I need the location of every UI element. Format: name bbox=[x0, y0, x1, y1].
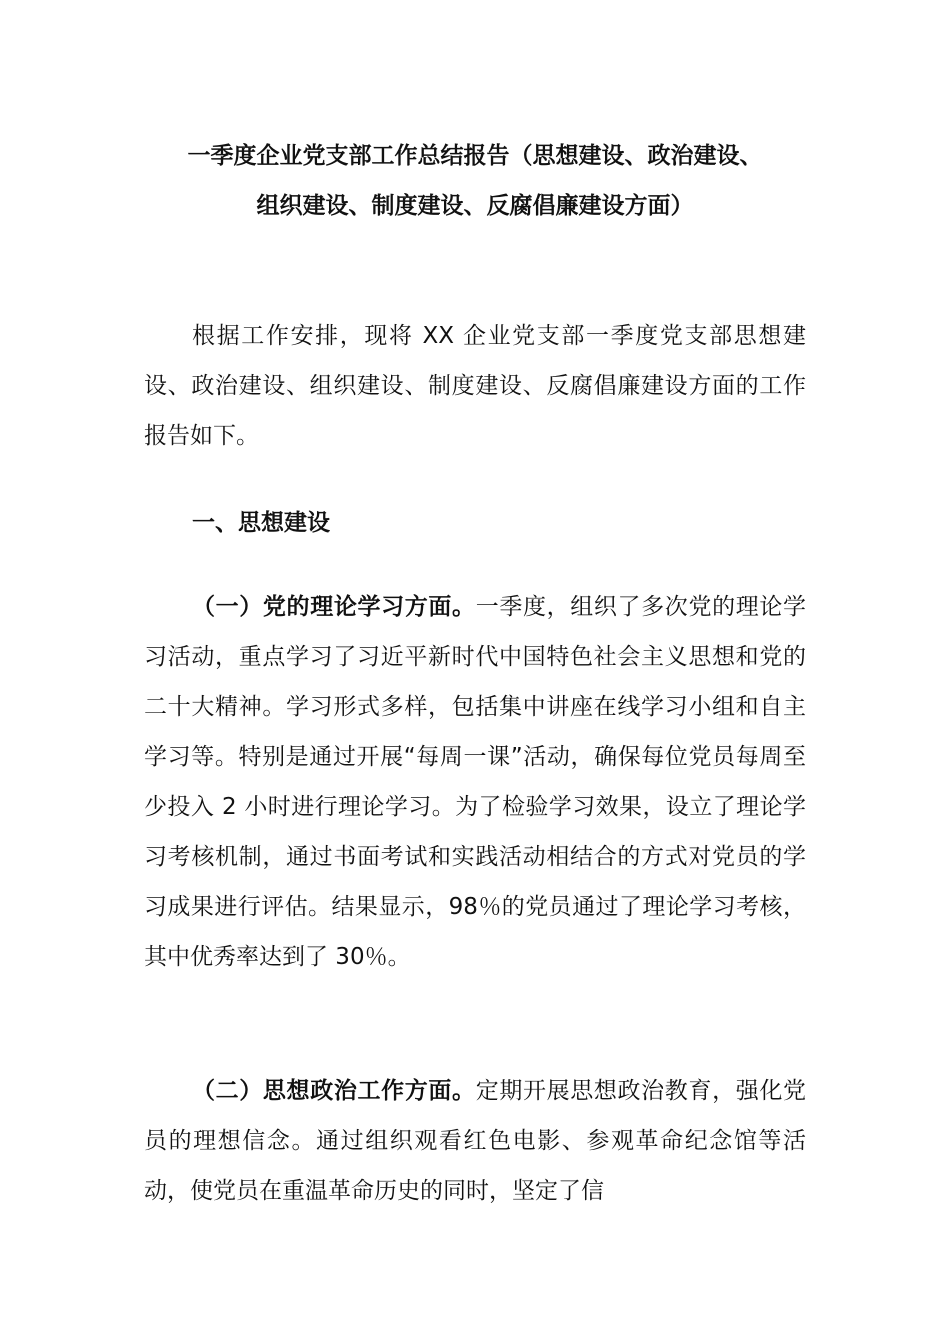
title-line-2: 组织建设、制度建设、反腐倡廉建设方面） bbox=[256, 193, 694, 219]
document-title bbox=[130, 131, 820, 231]
paragraph-body: 定期开展思想政治教育，强化党员的理想信念。通过组织观看红色电影、参观革命纪念馆等活动，使党员在重温革命历史的同时，坚定了信 bbox=[144, 1078, 807, 1204]
title-line-1: 一季度企业党支部工作总结报告（思想建设、政治建设、 bbox=[187, 143, 763, 169]
paragraph-political-work bbox=[144, 1066, 806, 1216]
paragraph-theory-study bbox=[144, 582, 806, 982]
paragraph-lead: （二）思想政治工作方面。 bbox=[192, 1078, 476, 1104]
paragraph-lead: （一）党的理论学习方面。 bbox=[192, 594, 476, 620]
section-heading-ideological: 一、思想建设 bbox=[192, 510, 330, 536]
paragraph-body: 一季度，组织了多次党的理论学习活动，重点学习了习近平新时代中国特色社会主义思想和党的二十大精神。学习形式多样，包括集中讲座在线学习小组和自主学习等。特别是通过开展“每周一课”活动，确保每位党员每周至少投入 2 小时进行理论学习。为了检验学习效果，设立了理论学习考核机制，通过书面考试和实践活动相结合的方式对党员的学习成果进行评估。结果显示，98％的党员通过了理论学习考核，其中优秀率达到了 30％。 bbox=[144, 594, 807, 970]
intro-paragraph: 根据工作安排，现将 XX 企业党支部一季度党支部思想建设、政治建设、组织建设、制度建设、反腐倡廉建设方面的工作报告如下。 bbox=[144, 323, 806, 449]
